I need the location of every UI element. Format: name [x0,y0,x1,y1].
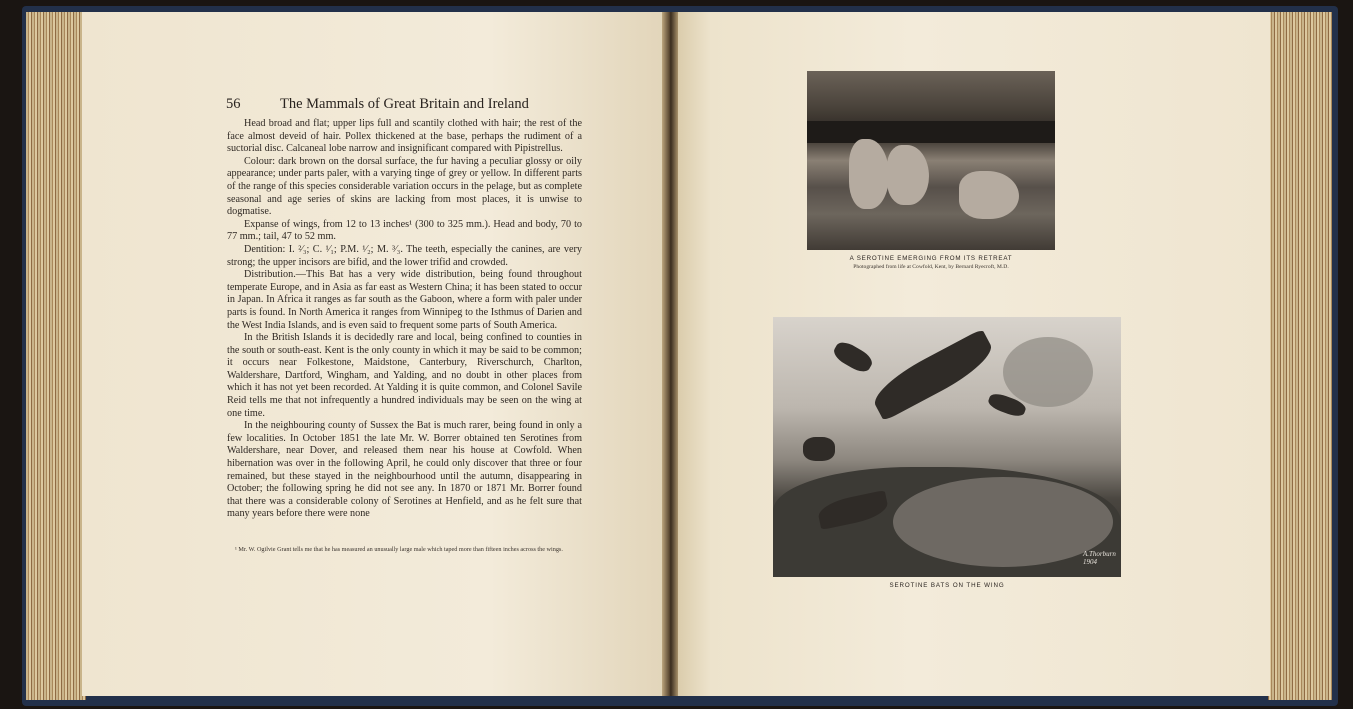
book-gutter [662,12,678,696]
body-text [227,118,582,521]
ledge-shadow [807,121,1055,143]
running-header [226,96,646,113]
photo-credit: Photographed from life at Cowfold, Kent, by Bernard Ryecroft, M.D. [853,264,1009,270]
illustration-caption: SEROTINE BATS ON THE WING [889,582,1005,589]
photo-caption: A SEROTINE EMERGING FROM ITS RETREAT [849,255,1013,262]
bat-in-flight [803,437,835,461]
bat-in-flight [867,329,999,422]
paragraph-dentition: Dentition: I. ²⁄₃; C. ¹⁄₁; P.M. ¹⁄₂; M. ³⁄₃. The teeth, especially the canines, are very strong; the upper incisors are bifid, and the lower trifid and crowded. [227,243,582,268]
right-page-edges [1268,12,1332,700]
paragraph-expanse: Expanse of wings, from 12 to 13 inches¹ (300 to 325 mm.). Head and body, 70 to 77 mm.; tail, 47 to 52 mm. [227,218,582,243]
paragraph-british-islands: In the British Islands it is decidedly rare and local, being confined to counties in the south or south-east. Kent is the only county in which it may be said to be common; it occurs near Folkestone, Maidstone, Canterbury, Riverschurch, Charlton, Waldershare, Dartford, Wingham, and Yalding, and no doubt in other places from which it has not yet been recorded. At Yalding it is quite common, and Colonel Savile Reid tells me that not infrequently a hundred individuals may be seen on the wing at one time. [227,332,582,419]
paragraph-sussex: In the neighbouring county of Sussex the Bat is much rarer, being found in only a few localities. In October 1851 the late Mr. W. Borrer obtained ten Serotines from Waldershare, near Dover, and released them near his house at Cowfold. When hibernation was over in the following April, he could only discover that three or four remained, but these stayed in the neighbourhood until the autumn, disappearing in October; the following spring he did not see any. In 1870 or 1871 Mr. Borrer found that there was a considerable colony of Serotines at Henfield, and as he felt sure that many years before there were none [227,420,582,520]
bats-illustration [773,317,1121,577]
bat-figure [849,139,889,209]
foliage [893,477,1113,567]
paragraph-colour: Colour: dark brown on the dorsal surface, the fur having a peculiar glossy or oily appearance; under parts paler, with a varying tinge of grey or yellow. In different parts of the range of this species considerable variation occurs in the pelage, but as complete seasonal and age series of skins are lacking from most places, it is unwise to dogmatise. [227,155,582,218]
paragraph-distribution: Distribution.—This Bat has a very wide distribution, being found throughout temperate Europe, and in Asia as far east as Western China; it has been stated to occur in Japan. In Africa it ranges as far south as the Gaboon, where a form with paler under parts is found. In North America it ranges from Winnipeg to the Isthmus of Darien and the West India Islands, and is even said to frequent some parts of South America. [227,269,582,331]
running-title: The Mammals of Great Britain and Ireland [280,96,529,112]
bat-figure [887,145,929,205]
foliage [1003,337,1093,407]
bat-figure [959,171,1019,219]
footnote: ¹ Mr. W. Ogilvie Grant tells me that he has measured an unusually large male which taped more than fifteen inches across the wings. [235,546,563,553]
artist-signature: A.Thorburn 1904 [1083,550,1116,566]
bat-in-flight [831,338,876,375]
left-page-edges [26,12,86,700]
paragraph-description: Head broad and flat; upper lips full and scantily clothed with hair; the rest of the face almost deveid of hair. Pollex thickened at the base, perhaps the rudiment of a suctorial disc. Calcaneal lobe narrow and insignificant compared with Pipistrellus. [227,118,582,155]
serotine-photograph [807,71,1055,250]
page-number: 56 [226,96,241,112]
